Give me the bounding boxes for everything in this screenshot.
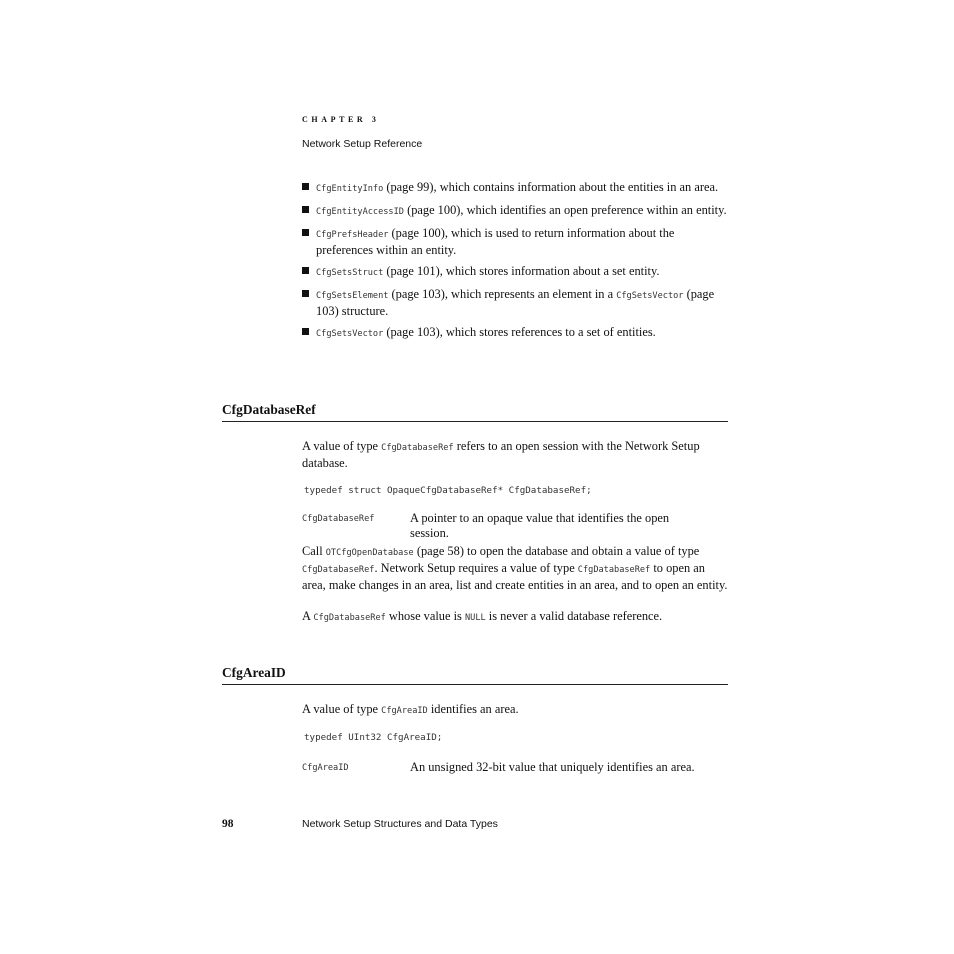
list-item xyxy=(302,287,728,319)
bullet-square-icon xyxy=(302,290,309,297)
bullet-square-icon xyxy=(302,206,309,213)
list-item-text: (page 101), which stores information about a set entity. xyxy=(383,264,660,278)
area-definition-description: An unsigned 32-bit value that uniquely identifies an area. xyxy=(410,760,695,774)
page-number: 98 xyxy=(222,818,234,830)
chapter-label: CHAPTER 3 xyxy=(302,115,380,124)
code-ref: CfgAreaID xyxy=(381,706,428,716)
db-definition-description: A pointer to an opaque value that identifies the open session. xyxy=(410,511,670,540)
list-item-text: (page 99), which contains information about the entities in an area. xyxy=(383,180,719,194)
bullet-square-icon xyxy=(302,267,309,274)
area-intro-paragraph: A value of type CfgAreaID identifies an area. xyxy=(302,702,519,716)
list-item xyxy=(302,203,728,220)
bullet-square-icon xyxy=(302,229,309,236)
list-item xyxy=(302,325,728,342)
code-ref: NULL xyxy=(464,613,486,623)
code-ref[interactable]: CfgEntityInfo xyxy=(316,184,384,194)
code-ref[interactable]: CfgSetsStruct xyxy=(316,268,384,278)
list-item-text: (page 103) structure. xyxy=(316,287,715,318)
code-ref: CfgDatabaseRef xyxy=(313,613,386,623)
structure-list xyxy=(302,180,728,348)
list-item-text: (page 100), which identifies an open preference within an entity. xyxy=(403,203,727,217)
bullet-square-icon xyxy=(302,183,309,190)
bullet-square-icon xyxy=(302,328,309,335)
list-item-text: (page 103), which stores references to a set of entities. xyxy=(383,325,656,339)
code-ref: CfgDatabaseRef xyxy=(302,565,375,575)
code-ref[interactable]: CfgSetsElement xyxy=(316,291,389,301)
running-header: Network Setup Reference xyxy=(302,138,423,150)
list-item-text: (page 103), which represents an element in a xyxy=(388,287,617,301)
db-null-paragraph: A CfgDatabaseRef whose value is NULL is never a valid database reference. xyxy=(302,609,663,623)
list-item xyxy=(302,180,728,197)
code-ref[interactable]: CfgSetsVector xyxy=(616,291,684,301)
list-item-text: (page 100), which is used to return information about the preferences within an entity. xyxy=(316,226,675,257)
section-heading-cfgdatabaseref: CfgDatabaseRef xyxy=(222,402,728,422)
db-typedef-code: typedef struct OpaqueCfgDatabaseRef* CfgDatabaseRef; xyxy=(304,485,592,496)
code-ref[interactable]: CfgEntityAccessID xyxy=(316,207,404,217)
db-definition-term: CfgDatabaseRef xyxy=(302,514,375,524)
code-ref[interactable]: CfgSetsVector xyxy=(316,329,384,339)
list-item xyxy=(302,226,728,258)
footer-title: Network Setup Structures and Data Types xyxy=(302,818,498,830)
section-heading-cfgareaid: CfgAreaID xyxy=(222,665,728,685)
code-ref[interactable]: CfgPrefsHeader xyxy=(316,230,389,240)
db-intro-paragraph: A value of type CfgDatabaseRef refers to an open session with the Network Setup database. xyxy=(302,439,700,470)
code-ref[interactable]: OTCfgOpenDatabase xyxy=(325,548,414,558)
code-ref: CfgDatabaseRef xyxy=(381,443,454,453)
area-typedef-code: typedef UInt32 CfgAreaID; xyxy=(304,732,443,743)
db-usage-paragraph: Call OTCfgOpenDatabase (page 58) to open the database and obtain a value of type CfgDatabaseRef. Network Setup requires a value of type CfgDatabaseRef to open an area, make changes in an area, list and create entities in an area, and to open an entity. xyxy=(302,544,728,592)
area-definition-term: CfgAreaID xyxy=(302,763,349,773)
list-item xyxy=(302,264,728,281)
code-ref: CfgDatabaseRef xyxy=(577,565,651,575)
